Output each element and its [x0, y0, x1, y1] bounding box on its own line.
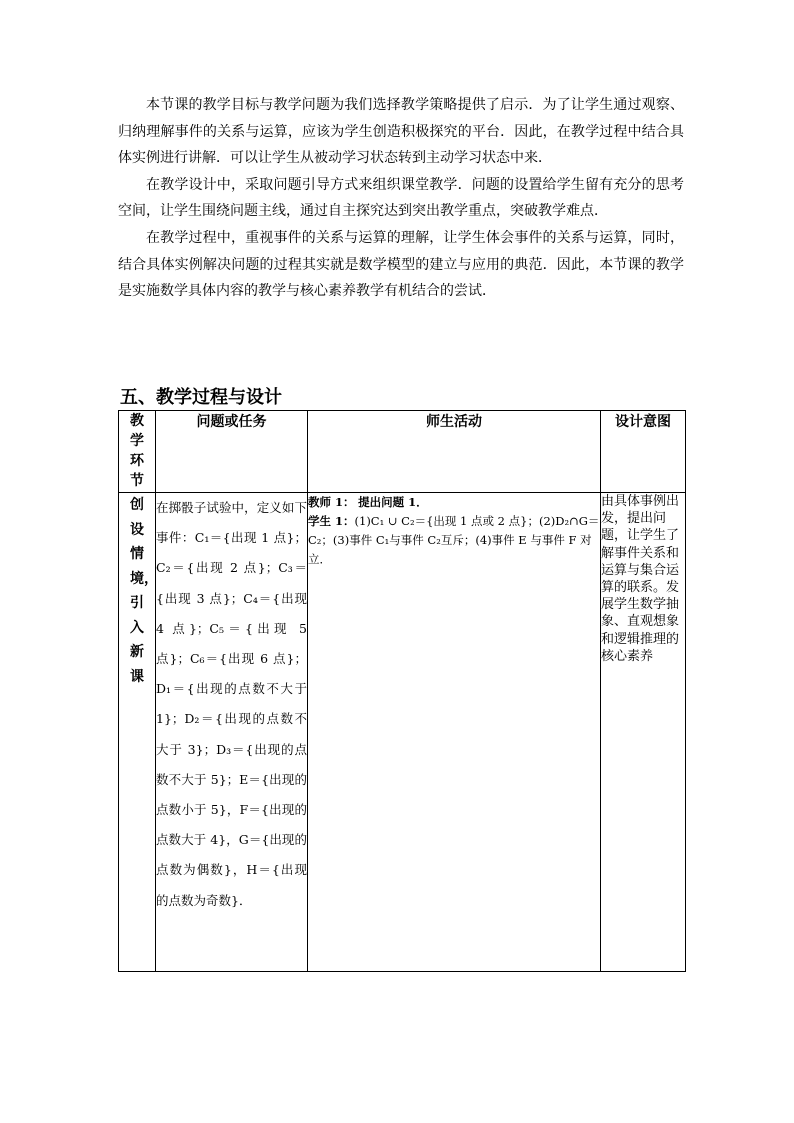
intro-paragraph-3: 在教学过程中，重视事件的关系与运算的理解，让学生体会事件的关系与运算，同时，结合具体实例解决问题的过程其实就是数学模型的建立与应用的典范．因此，本节课的教学是实施数学具体内容的教学与核心素养教学有机结合的尝试．: [118, 229, 684, 300]
student-label: 学生 1：: [308, 514, 355, 528]
cell-activity: [308, 493, 601, 972]
header-stage: 教学环节: [119, 411, 156, 493]
header-activity: 师生活动: [308, 411, 601, 493]
header-task: 问题或任务: [156, 411, 308, 493]
table-header-row: [119, 411, 686, 493]
student-line: [308, 512, 600, 569]
table-row: [119, 493, 686, 972]
cell-task: 在掷骰子试验中，定义如下事件：C₁＝{出现 1 点}；C₂＝{出现 2 点}；C₃＝{出现 3 点}；C₄＝{出现 4 点}；C₅＝{出现 5 点}；C₆＝{出现 6 点}；D₁＝{出现的点数不大于 1}；D₂＝{出现的点数不大于 3}；D₃＝{出现的点数不大于 5}；E＝{出现的点数小于 5}，F＝{出现的点数大于 4}，G＝{出现的点数为偶数}，H＝{出现的点数为奇数}．: [156, 493, 308, 972]
intro-paragraph-1: 本节课的教学目标与教学问题为我们选择教学策略提供了启示．为了让学生通过观察、归纳理解事件的关系与运算，应该为学生创造积极探究的平台．因此，在教学过程中结合具体实例进行讲解．可以让学生从被动学习状态转到主动学习状态中来．: [118, 97, 684, 167]
intro-paragraph-2: 在教学设计中，采取问题引导方式来组织课堂教学．问题的设置给学生留有充分的思考空间，让学生围绕问题主线，通过自主探究达到突出教学重点，突破教学难点．: [118, 176, 684, 220]
intro-section: [118, 92, 684, 305]
student-text: (1)C₁ ∪ C₂＝{出现 1 点或 2 点}；(2)D₂∩G＝C₂；(3)事件 C₁与事件 C₂互斥；(4)事件 E 与事件 F 对立．: [308, 514, 600, 566]
teacher-line: [308, 493, 600, 512]
teacher-text: 提出问题 1．: [358, 495, 428, 509]
teacher-label: 教师 1：: [308, 495, 355, 509]
cell-intent: 由具体事例出发，提出问题，让学生了解事件关系和运算与集合运算的联系。发展学生数学抽象、直观想象和逻辑推理的核心素养: [601, 493, 686, 972]
section-title: 五、教学过程与设计: [120, 387, 282, 408]
header-intent: 设计意图: [601, 411, 686, 493]
teaching-process-table: [118, 410, 686, 972]
cell-stage: 创设情境，引入新课: [119, 493, 156, 972]
